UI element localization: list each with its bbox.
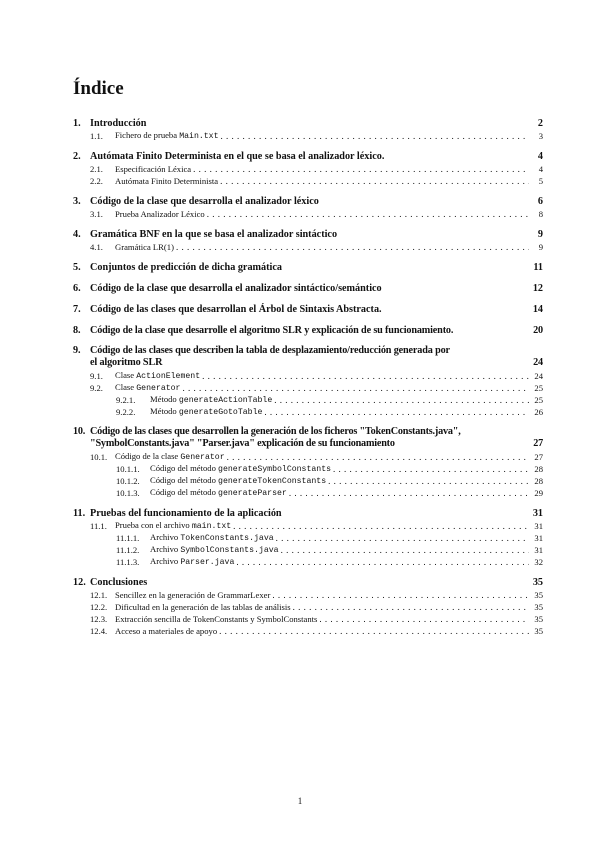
subsubsection-title: Código del método generateParser: [150, 487, 287, 498]
dot-leader: [236, 558, 529, 567]
toc-subsubsection-11-1-1[interactable]: [73, 531, 543, 543]
page-footer-number: 1: [297, 796, 303, 806]
page-number: 27: [533, 438, 543, 449]
toc-subsubsection-10-1-1[interactable]: [73, 462, 543, 474]
section-title-line-2: el algoritmo SLR: [90, 357, 163, 368]
subsection-title: Clase ActionElement: [115, 370, 201, 381]
page-number: 28: [534, 476, 543, 486]
toc-subsection-12-3[interactable]: [73, 612, 543, 624]
page-number: 35: [534, 602, 543, 612]
page-number: 20: [533, 325, 543, 336]
toc-section-11[interactable]: [73, 507, 543, 519]
toc-subsection-12-2[interactable]: [73, 600, 543, 612]
toc-subsection-11-1[interactable]: [73, 519, 543, 531]
subsection-title: Gramática LR(1): [115, 242, 174, 252]
section-title: Conjuntos de predicción de dicha gramática: [90, 262, 282, 273]
dot-leader: [227, 453, 529, 462]
dot-leader: [333, 465, 529, 474]
toc-subsection-9-1[interactable]: [73, 369, 543, 381]
page-number: 4: [537, 151, 543, 162]
section-number: 4.: [73, 229, 81, 240]
toc-section-9[interactable]: [73, 345, 543, 369]
subsection-title: Sencillez en la generación de GrammarLexer: [115, 590, 271, 600]
subsubsection-title: Archivo TokenConstants.java: [150, 532, 274, 543]
subsection-number: 9.2.: [90, 383, 103, 393]
page-number: 26: [534, 407, 543, 417]
subsubsection-title: Código del método generateTokenConstants: [150, 475, 327, 486]
dot-leader: [319, 615, 529, 624]
dot-leader: [221, 132, 529, 141]
toc-section-7[interactable]: [73, 303, 543, 315]
section-number: 3.: [73, 196, 81, 207]
page-number: 4: [538, 164, 543, 174]
dot-leader: [182, 384, 529, 393]
subsection-title: Código de la clase Generator: [115, 451, 225, 462]
section-title: Código de la clase que desarrolla el analizador léxico: [90, 196, 319, 207]
page-number: 35: [532, 577, 543, 588]
subsubsection-title: Método generateActionTable: [150, 394, 273, 405]
subsection-number: 11.1.: [90, 521, 107, 531]
page-number: 35: [534, 590, 543, 600]
page-number: 25: [534, 383, 543, 393]
subsection-number: 3.1.: [90, 209, 103, 219]
table-of-contents: [73, 108, 543, 636]
subsubsection-number: 11.1.2.: [116, 545, 140, 555]
toc-subsubsection-11-1-3[interactable]: [73, 555, 543, 567]
subsection-title: Fichero de prueba Main.txt: [115, 130, 219, 141]
toc-subsubsection-10-1-2[interactable]: [73, 474, 543, 486]
toc-section-4[interactable]: [73, 228, 543, 240]
page-number: 31: [534, 521, 543, 531]
section-title: Pruebas del funcionamiento de la aplicación: [90, 508, 282, 519]
subsection-number: 12.3.: [90, 614, 108, 624]
dot-leader: [193, 165, 529, 174]
dot-leader: [220, 177, 529, 186]
page-number: 6: [537, 196, 543, 207]
subsection-title: Especificación Léxica: [115, 164, 192, 174]
page-number: 31: [534, 533, 543, 543]
page-number: 35: [534, 626, 543, 636]
page-number: 5: [538, 176, 543, 186]
subsection-number: 2.2.: [90, 176, 103, 186]
section-title: Código de las clases que desarrollan el Árbol de Sintaxis Abstracta.: [90, 304, 382, 315]
dot-leader: [176, 243, 529, 252]
dot-leader: [202, 372, 529, 381]
dot-leader: [328, 477, 529, 486]
dot-leader: [293, 603, 529, 612]
section-number: 9.: [73, 345, 81, 356]
page-number: 29: [534, 488, 543, 498]
toc-subsubsection-10-1-3[interactable]: [73, 486, 543, 498]
section-title: Código de la clase que desarrolla el analizador sintáctico/semántico: [90, 283, 382, 294]
page-number: 35: [534, 614, 543, 624]
dot-leader: [274, 396, 529, 405]
section-number: 1.: [73, 118, 81, 129]
subsection-title: Acceso a materiales de apoyo: [115, 626, 218, 636]
subsection-title: Prueba Analizador Léxico: [115, 209, 205, 219]
section-title-line-1: Código de las clases que describen la tabla de desplazamiento/reducción generada por: [90, 345, 450, 356]
dot-leader: [264, 408, 529, 417]
page-number: 9: [538, 242, 543, 252]
toc-section-3[interactable]: [73, 195, 543, 207]
page-number: 25: [534, 395, 543, 405]
subsubsection-number: 9.2.1.: [116, 395, 136, 405]
section-number: 11.: [73, 508, 86, 519]
toc-subsection-3-1[interactable]: [73, 207, 543, 219]
page-number: 8: [538, 209, 543, 219]
toc-section-1[interactable]: [73, 117, 543, 129]
toc-subsection-2-1[interactable]: [73, 162, 543, 174]
section-title: Código de la clase que desarrolle el algoritmo SLR y explicación de su funcionamiento.: [90, 325, 454, 336]
section-number: 10.: [73, 426, 86, 437]
section-title-line-1: Código de las clases que desarrollen la generación de los ficheros "TokenConstants.java",: [90, 426, 461, 437]
section-title: Conclusiones: [90, 577, 148, 588]
toc-subsubsection-11-1-2[interactable]: [73, 543, 543, 555]
subsubsection-number: 10.1.3.: [116, 488, 140, 498]
toc-subsection-12-1[interactable]: [73, 588, 543, 600]
subsubsection-title: Archivo Parser.java: [150, 556, 235, 567]
section-number: 2.: [73, 151, 81, 162]
subsection-title: Clase Generator: [115, 382, 181, 393]
page-number: 12: [532, 283, 543, 294]
subsection-title: Extracción sencilla de TokenConstants y SymbolConstants: [115, 614, 318, 624]
subsubsection-number: 11.1.3.: [116, 557, 140, 567]
subsubsection-title: Código del método generateSymbolConstants: [150, 463, 332, 474]
toc-section-8[interactable]: [73, 324, 543, 336]
subsection-number: 12.1.: [90, 590, 108, 600]
dot-leader: [281, 546, 529, 555]
section-title-line-2: "SymbolConstants.java" "Parser.java" explicación de su funcionamiento: [90, 438, 395, 449]
page-number: 9: [537, 229, 543, 240]
subsection-number: 2.1.: [90, 164, 103, 174]
toc-heading: Índice: [73, 78, 124, 99]
subsection-number: 12.4.: [90, 626, 108, 636]
subsection-number: 12.2.: [90, 602, 108, 612]
dot-leader: [289, 489, 529, 498]
subsection-title: Dificultad en la generación de las tablas de análisis: [115, 602, 291, 612]
page-number: 2: [537, 118, 543, 129]
section-number: 7.: [73, 304, 81, 315]
page-number: 11: [533, 262, 543, 273]
section-title: Introducción: [90, 118, 147, 129]
dot-leader: [219, 627, 529, 636]
toc-section-12[interactable]: [73, 576, 543, 588]
page-number: 3: [538, 131, 543, 141]
dot-leader: [207, 210, 529, 219]
page-number: 24: [534, 371, 543, 381]
page-number: 32: [534, 557, 543, 567]
page-number: 31: [532, 508, 543, 519]
toc-subsection-10-1[interactable]: [73, 450, 543, 462]
page-number: 24: [533, 357, 543, 368]
toc-subsection-4-1[interactable]: [73, 240, 543, 252]
toc-section-2[interactable]: [73, 150, 543, 162]
subsubsection-number: 10.1.2.: [116, 476, 140, 486]
section-number: 6.: [73, 283, 81, 294]
toc-section-10[interactable]: [73, 426, 543, 450]
toc-subsection-12-4[interactable]: [73, 624, 543, 636]
toc-subsubsection-9-2-1[interactable]: [73, 393, 543, 405]
subsection-title: Prueba con el archivo main.txt: [115, 520, 232, 531]
toc-section-5[interactable]: [73, 261, 543, 273]
dot-leader: [276, 534, 529, 543]
dot-leader: [233, 522, 529, 531]
toc-subsection-9-2[interactable]: [73, 381, 543, 393]
section-number: 8.: [73, 325, 81, 336]
toc-subsection-2-2[interactable]: [73, 174, 543, 186]
subsection-title: Autómata Finito Determinista: [115, 176, 219, 186]
subsection-number: 1.1.: [90, 131, 103, 141]
section-title: Autómata Finito Determinista en el que se basa el analizador léxico.: [90, 151, 385, 162]
page-number: 14: [532, 304, 543, 315]
section-title: Gramática BNF en la que se basa el analizador sintáctico: [90, 229, 338, 240]
page-number: 27: [534, 452, 543, 462]
subsection-number: 9.1.: [90, 371, 103, 381]
toc-subsubsection-9-2-2[interactable]: [73, 405, 543, 417]
subsubsection-title: Método generateGotoTable: [150, 406, 263, 417]
toc-subsection-1-1[interactable]: [73, 129, 543, 141]
page-number: 31: [534, 545, 543, 555]
page-number: 28: [534, 464, 543, 474]
subsubsection-number: 11.1.1.: [116, 533, 140, 543]
subsection-number: 10.1.: [90, 452, 108, 462]
section-number: 12.: [73, 577, 86, 588]
section-number: 5.: [73, 262, 81, 273]
subsubsection-title: Archivo SymbolConstants.java: [150, 544, 279, 555]
toc-section-6[interactable]: [73, 282, 543, 294]
subsubsection-number: 9.2.2.: [116, 407, 136, 417]
dot-leader: [272, 591, 529, 600]
subsection-number: 4.1.: [90, 242, 103, 252]
subsubsection-number: 10.1.1.: [116, 464, 140, 474]
